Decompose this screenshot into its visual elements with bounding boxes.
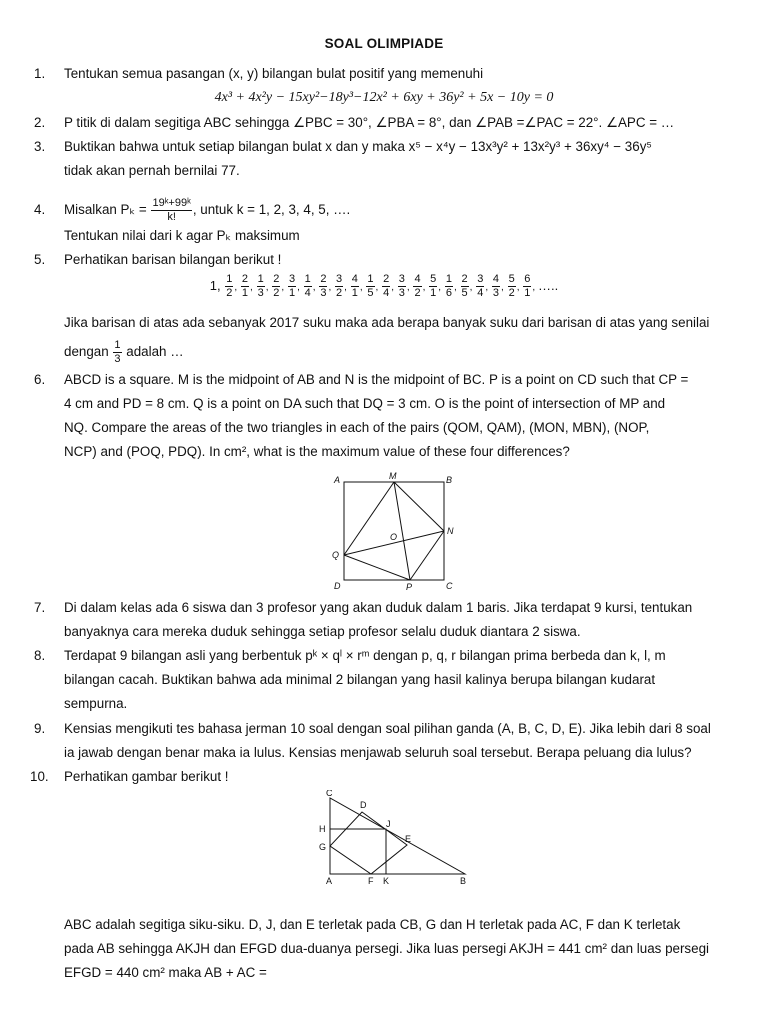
sequence-term bbox=[335, 274, 343, 299]
sequence-comma: , bbox=[516, 281, 523, 293]
sequence-term bbox=[272, 274, 280, 299]
fraction-numerator: 4 bbox=[414, 273, 421, 285]
sequence-term bbox=[476, 274, 484, 299]
sequence-comma: , bbox=[406, 281, 413, 293]
problem-10-line: ABC adalah segitiga siku-siku. D, J, dan E terletak pada CB, G dan H terletak pada AC, F dan K terletak bbox=[64, 917, 681, 932]
sequence-comma: , bbox=[344, 281, 350, 293]
fraction-numerator: 4 bbox=[351, 273, 358, 285]
problem-2-number: 2. bbox=[34, 115, 46, 130]
problem-8-line: sempurna. bbox=[64, 696, 128, 711]
label-a: A bbox=[334, 475, 341, 485]
sequence-comma: , bbox=[375, 281, 382, 293]
sequence-comma: , bbox=[359, 281, 366, 293]
problem-5-text-3-prefix: dengan bbox=[64, 344, 109, 359]
sequence-comma: , bbox=[422, 281, 429, 293]
problem-10-text: Perhatikan gambar berikut ! bbox=[64, 769, 229, 784]
fraction-denominator: 3 bbox=[257, 287, 264, 299]
label-g: G bbox=[319, 842, 327, 852]
sequence-term bbox=[523, 274, 531, 299]
fraction-numerator: 1 bbox=[304, 273, 311, 285]
sequence-comma: , bbox=[501, 281, 507, 293]
sequence-term bbox=[508, 274, 516, 299]
problem-4-prefix: Misalkan Pₖ = bbox=[64, 202, 147, 217]
label-n: N bbox=[447, 526, 454, 536]
sequence-term bbox=[492, 274, 500, 299]
sequence-term bbox=[413, 274, 421, 299]
problem-4-fraction bbox=[151, 198, 191, 223]
problem-5-text-2: Jika barisan di atas ada sebanyak 2017 suku maka ada berapa banyak suku dari barisan di atas yang senilai bbox=[64, 315, 710, 330]
fraction-numerator: 1 bbox=[114, 338, 121, 351]
sequence-ellipsis: ….. bbox=[537, 277, 559, 293]
problem-1-equation: 4x³ + 4x²y − 15xy²−18y³−12x² + 6xy + 36y² + 5x − 10y = 0 bbox=[214, 90, 554, 105]
sequence-term bbox=[382, 274, 390, 299]
sequence-term bbox=[461, 274, 469, 299]
page-title: SOAL OLIMPIADE bbox=[324, 36, 444, 51]
fraction-denominator: 2 bbox=[508, 287, 515, 299]
fraction-denominator: 3 bbox=[320, 287, 327, 299]
sequence-term bbox=[429, 274, 437, 299]
problem-7-text bbox=[64, 596, 732, 644]
square-abcd bbox=[344, 482, 444, 580]
fraction-denominator: 4 bbox=[304, 287, 311, 299]
label-p: P bbox=[406, 582, 413, 592]
fraction-denominator: 1 bbox=[524, 287, 531, 299]
fraction-denominator: 3 bbox=[114, 352, 121, 365]
fraction-denominator: 2 bbox=[273, 287, 280, 299]
problem-4-text bbox=[64, 193, 350, 227]
fraction-numerator: 2 bbox=[461, 273, 468, 285]
problem-10-line: pada AB sehingga AKJH dan EFGD dua-duanya persegi. Jika luas persegi AKJH = 441 cm² dan luas persegi bbox=[64, 941, 709, 956]
fraction-numerator: 3 bbox=[398, 273, 405, 285]
label-o: O bbox=[390, 532, 398, 542]
sequence-comma: , bbox=[469, 281, 476, 293]
fraction-denominator: 1 bbox=[241, 287, 249, 299]
fraction-numerator: 3 bbox=[336, 273, 343, 285]
problem-3-text: Buktikan bahwa untuk setiap bilangan bulat x dan y maka x⁵ − x⁴y − 13x³y² + 13x²y³ + 36xy⁴ − 36y⁵ bbox=[64, 139, 652, 154]
fraction-numerator: 1 bbox=[445, 273, 452, 285]
problem-8-line: bilangan cacah. Buktikan bahwa ada minimal 2 bilangan yang hasil kalinya berupa bilangan kudarat bbox=[64, 672, 656, 687]
problem-5-text-3 bbox=[64, 336, 184, 368]
sequence-row bbox=[0, 274, 768, 299]
fraction-numerator: 1 bbox=[226, 273, 233, 285]
problem-1-number: 1. bbox=[34, 66, 46, 81]
problem-6-number: 6. bbox=[34, 372, 46, 387]
fraction-numerator: 1 bbox=[367, 273, 374, 285]
problem-3-number: 3. bbox=[34, 139, 46, 154]
sequence-term bbox=[319, 274, 327, 299]
fraction-denominator: 4 bbox=[477, 287, 484, 299]
fraction-numerator: 4 bbox=[492, 273, 500, 285]
label-q: Q bbox=[332, 550, 340, 560]
sequence-term bbox=[398, 274, 406, 299]
problem-9-text bbox=[64, 717, 732, 765]
sequence-comma: , bbox=[312, 281, 319, 293]
sequence-term bbox=[366, 274, 374, 299]
label-e: E bbox=[405, 834, 412, 844]
problem-6-line: NCP) and (POQ, PDQ). In cm², what is the maximum value of these four differences? bbox=[64, 444, 570, 459]
fraction-denominator: 6 bbox=[445, 287, 452, 299]
problem-10-line: EFGD = 440 cm² maka AB + AC = bbox=[64, 965, 267, 980]
triangle-abc bbox=[330, 798, 465, 874]
fraction-numerator: 3 bbox=[477, 273, 484, 285]
triangle-figure bbox=[310, 790, 480, 890]
sequence-fractions bbox=[224, 273, 538, 299]
problem-9-number: 9. bbox=[34, 721, 46, 736]
sequence-comma: , bbox=[281, 281, 287, 293]
fraction-numerator: 19ᵏ+99ᵏ bbox=[152, 196, 191, 209]
sequence-comma: , bbox=[391, 281, 397, 293]
sequence-comma: , bbox=[250, 281, 256, 293]
label-b: B bbox=[460, 876, 467, 886]
problem-10-description bbox=[64, 913, 736, 985]
fraction-numerator: 5 bbox=[430, 273, 437, 285]
sequence-comma: , bbox=[485, 281, 491, 293]
fraction-denominator: k! bbox=[167, 210, 176, 223]
sequence-term bbox=[288, 274, 296, 299]
problem-8-number: 8. bbox=[34, 648, 46, 663]
fraction-numerator: 6 bbox=[524, 273, 531, 285]
fraction-denominator: 4 bbox=[383, 287, 390, 299]
fraction-denominator: 1 bbox=[288, 287, 296, 299]
label-c: C bbox=[326, 790, 333, 798]
sequence-term bbox=[445, 274, 453, 299]
fraction-denominator: 5 bbox=[367, 287, 374, 299]
label-k: K bbox=[383, 876, 390, 886]
problem-4-suffix: , untuk k = 1, 2, 3, 4, 5, …. bbox=[192, 202, 351, 217]
label-d: D bbox=[334, 581, 341, 591]
label-d: D bbox=[360, 800, 367, 810]
sequence-comma: , bbox=[297, 281, 303, 293]
problem-5-number: 5. bbox=[34, 252, 46, 267]
sequence-comma: , bbox=[328, 281, 335, 293]
problem-9-line: Kensias mengikuti tes bahasa jerman 10 soal dengan soal pilihan ganda (A, B, C, D, E). Jika lebih dari 8 soal bbox=[64, 721, 711, 736]
sequence-start: 1, bbox=[209, 277, 221, 293]
problem-9-line: ia jawab dengan benar maka ia lulus. Kensias menjawab seluruh soal tersebut. Berapa peluang dia lulus? bbox=[64, 745, 692, 760]
fraction-numerator: 1 bbox=[257, 273, 264, 285]
sequence-comma: , bbox=[234, 281, 240, 293]
sequence-comma: , bbox=[453, 281, 460, 293]
fraction-denominator: 3 bbox=[492, 287, 500, 299]
sequence-term bbox=[351, 274, 359, 299]
sequence-term bbox=[257, 274, 265, 299]
problem-7-line: Di dalam kelas ada 6 siswa dan 3 profesor yang akan duduk dalam 1 baris. Jika terdapat 9 kursi, tentukan bbox=[64, 600, 693, 615]
problem-6-line: NQ. Compare the areas of the two triangles in each of the pairs (QOM, QAM), (MON, MBN), (NOP, bbox=[64, 420, 650, 435]
fraction-numerator: 3 bbox=[288, 273, 296, 285]
problem-4-number: 4. bbox=[34, 202, 46, 217]
fraction-denominator: 2 bbox=[226, 287, 233, 299]
sequence-term bbox=[304, 274, 312, 299]
label-h: H bbox=[319, 824, 326, 834]
segment-pq bbox=[344, 555, 410, 580]
problem-3-text-2: tidak akan pernah bernilai 77. bbox=[64, 163, 240, 178]
fraction-denominator: 5 bbox=[461, 287, 468, 299]
label-j: J bbox=[386, 819, 391, 829]
fraction-numerator: 2 bbox=[383, 273, 390, 285]
segment-mp bbox=[394, 482, 410, 580]
fraction-denominator: 2 bbox=[414, 287, 421, 299]
problem-6-line: 4 cm and PD = 8 cm. Q is a point on DA such that DQ = 3 cm. O is the point of intersection of MP and bbox=[64, 396, 666, 411]
fraction-numerator: 2 bbox=[320, 273, 327, 285]
fraction-numerator: 5 bbox=[508, 273, 515, 285]
problem-7-number: 7. bbox=[34, 600, 46, 615]
problem-10-number: 10. bbox=[30, 769, 49, 784]
problem-5-text: Perhatikan barisan bilangan berikut ! bbox=[64, 252, 282, 267]
square-efgd bbox=[330, 812, 407, 874]
problem-7-line: banyaknya cara mereka duduk sehingga setiap profesor selalu duduk diantara 2 siswa. bbox=[64, 624, 581, 639]
square-figure bbox=[326, 468, 466, 592]
fraction-denominator: 1 bbox=[351, 287, 358, 299]
problem-6-text bbox=[64, 368, 732, 464]
fraction-numerator: 2 bbox=[241, 273, 249, 285]
fraction-numerator: 2 bbox=[273, 273, 280, 285]
sequence-comma: , bbox=[265, 281, 272, 293]
problem-5-fraction bbox=[113, 340, 121, 365]
label-a: A bbox=[326, 876, 333, 886]
fraction-denominator: 1 bbox=[430, 287, 437, 299]
problem-2-text: P titik di dalam segitiga ABC sehingga ∠PBC = 30°, ∠PBA = 8°, dan ∠PAB =∠PAC = 22°. ∠APC = … bbox=[64, 115, 675, 130]
segment-qm bbox=[344, 482, 394, 555]
fraction-denominator: 3 bbox=[398, 287, 405, 299]
problem-4-text-2: Tentukan nilai dari k agar Pₖ maksimum bbox=[64, 228, 300, 243]
label-c: C bbox=[446, 581, 453, 591]
sequence-term bbox=[241, 274, 249, 299]
label-f: F bbox=[368, 876, 374, 886]
sequence-term bbox=[225, 274, 233, 299]
problem-8-text bbox=[64, 644, 732, 716]
problem-6-line: ABCD is a square. M is the midpoint of AB and N is the midpoint of BC. P is a point on CD such that CP = bbox=[64, 372, 689, 387]
problem-5-text-3-suffix: adalah … bbox=[126, 344, 184, 359]
label-m: M bbox=[389, 471, 397, 481]
label-b: B bbox=[446, 475, 453, 485]
problem-8-line: Terdapat 9 bilangan asli yang berbentuk pᵏ × qˡ × rᵐ dengan p, q, r bilangan prima berbeda dan k, l, m bbox=[64, 648, 666, 663]
problem-1-text: Tentukan semua pasangan (x, y) bilangan bulat positif yang memenuhi bbox=[64, 66, 484, 81]
sequence-comma: , bbox=[438, 281, 444, 293]
sequence-comma: , bbox=[532, 281, 538, 293]
segment-mn bbox=[394, 482, 444, 531]
fraction-denominator: 2 bbox=[336, 287, 343, 299]
